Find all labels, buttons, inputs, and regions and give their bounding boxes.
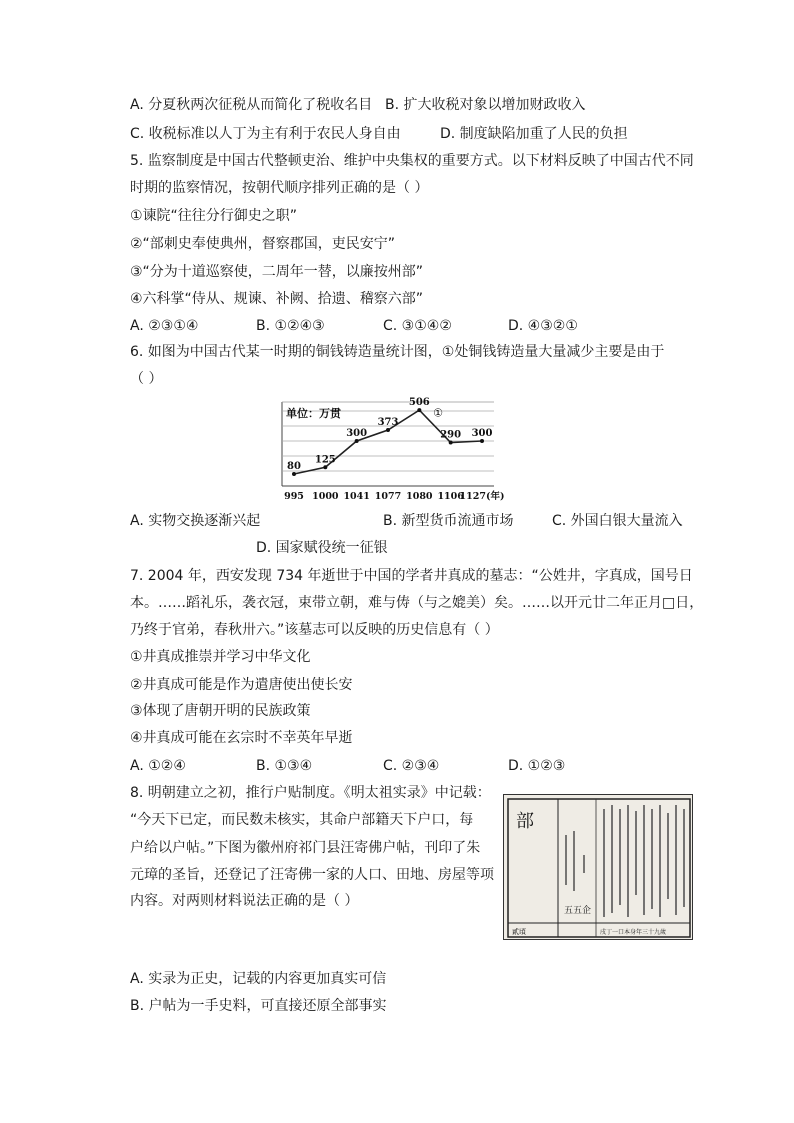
- q4-option-d: D. 制度缺陷加重了人民的负担: [440, 126, 628, 142]
- q7-item-3: ③体现了唐朝开明的民族政策: [130, 703, 311, 719]
- q7-option-c: C. ②③④: [383, 758, 440, 774]
- q8-option-a: A. 实录为正史，记载的内容更加真实可信: [130, 971, 387, 987]
- x-tick-label: 1080: [406, 491, 433, 502]
- q4-option-c: C. 收税标准以人丁为主有利于农民人身自由: [130, 126, 401, 142]
- x-tick-label: 1077: [374, 491, 402, 502]
- data-point: [417, 408, 421, 412]
- data-point: [292, 472, 296, 476]
- register-text-line: 五五企: [564, 906, 592, 916]
- q5-item-4: ④六科掌“侍从、规谏、补阙、拾遗、稽察六部”: [130, 291, 424, 307]
- x-tick-label: 1127(年): [459, 491, 505, 502]
- q7-stem-line-3: 乃终于官弟，春秋卅六。”该墓志可以反映的历史信息有（ ）: [130, 622, 499, 638]
- household-register-image: [503, 794, 693, 940]
- data-label: 300: [346, 428, 368, 439]
- q7-item-4: ④井真成可能在玄宗时不幸英年早逝: [130, 730, 353, 746]
- chart-unit-label: 单位：万贯: [286, 407, 341, 420]
- data-point: [449, 441, 453, 445]
- x-tick-label: 1106: [437, 491, 464, 502]
- q8-option-b: B. 户帖为一手史料，可直接还原全部事实: [130, 998, 387, 1014]
- data-label: 300: [471, 428, 493, 439]
- coin-casting-chart: [276, 396, 508, 508]
- data-point: [480, 439, 484, 443]
- q6-stem-line-1: 6. 如图为中国古代某一时期的铜钱铸造量统计图，①处铜钱铸造量大量减少主要是由于: [130, 344, 665, 360]
- register-header-text: 戌丁一口本身年三十九歲: [600, 929, 667, 936]
- data-point: [386, 428, 390, 432]
- q8-stem-line-5: 内容。对两则材料说法正确的是（ ）: [130, 893, 359, 909]
- q4-option-b: B. 扩大收税对象以增加财政收入: [385, 97, 586, 113]
- data-label: 506: [408, 397, 430, 409]
- q7-item-2: ②井真成可能是作为遣唐使出使长安: [130, 677, 353, 693]
- q7-option-b: B. ①③④: [256, 758, 313, 774]
- register-footer-text: 貳頃: [512, 928, 526, 936]
- data-label: 373: [377, 417, 399, 429]
- q7-stem-line-1: 7. 2004 年，西安发现 734 年逝世于中国的学者井真成的墓志：“公姓井，字真成，国号日: [130, 568, 693, 584]
- q5-item-1: ①谏院“往往分行御史之职”: [130, 208, 298, 224]
- q5-option-b: B. ①②④③: [256, 318, 325, 334]
- x-tick-label: 995: [284, 491, 304, 502]
- chart-annotation: ①: [433, 406, 443, 420]
- q5-stem-line-1: 5. 监察制度是中国古代整顿吏治、维护中央集权的重要方式。以下材料反映了中国古代不同: [130, 153, 694, 169]
- x-tick-label: 1041: [343, 491, 370, 502]
- q5-option-a: A. ②③①④: [130, 318, 199, 334]
- data-label: 125: [314, 454, 336, 466]
- q5-item-2: ②“部刺史奉使典州，督察郡国，吏民安宁”: [130, 236, 396, 252]
- q5-stem-line-2: 时期的监察情况，按朝代顺序排列正确的是（ ）: [130, 180, 429, 196]
- q6-option-c: C. 外国白银大量流入: [552, 513, 683, 529]
- data-point: [355, 439, 359, 443]
- q6-option-d: D. 国家赋役统一征银: [256, 540, 388, 556]
- q7-item-1: ①井真成推崇并学习中华文化: [130, 649, 311, 665]
- register-stamp-char: 部: [516, 811, 534, 832]
- data-point: [323, 465, 327, 469]
- data-label: 80: [287, 461, 301, 472]
- q7-stem-line-2: 本。……蹈礼乐，袭衣冠，束带立朝，难与俦（与之媲美）矣。……以开元廿二年正月□日，: [130, 595, 704, 611]
- q5-item-3: ③“分为十道巡察使，二周年一替，以廉按州部”: [130, 264, 424, 280]
- q8-stem-line-4: 元璋的圣旨，还登记了汪寄佛一家的人口、田地、房屋等项: [130, 867, 494, 883]
- q5-option-c: C. ③①④②: [383, 318, 452, 334]
- q7-option-a: A. ①②④: [130, 758, 186, 774]
- data-label: 290: [440, 429, 462, 441]
- q8-stem-line-3: 户给以户帖。”下图为徽州府祁门县汪寄佛户帖，刊印了朱: [130, 840, 481, 856]
- q6-stem-line-2: （ ）: [130, 371, 163, 387]
- x-tick-label: 1000: [312, 491, 339, 502]
- q5-option-d: D. ④③②①: [508, 318, 578, 334]
- q8-stem-line-2: “今天下已定，而民数未核实，其命户部籍天下户口，每: [130, 812, 474, 828]
- q7-option-d: D. ①②③: [508, 758, 566, 774]
- q8-stem-line-1: 8. 明朝建立之初，推行户贴制度。《明太祖实录》中记载：: [130, 785, 491, 801]
- q4-option-a: A. 分夏秋两次征税从而简化了税收名目: [130, 97, 373, 113]
- q6-option-b: B. 新型货币流通市场: [383, 513, 514, 529]
- q6-option-a: A. 实物交换逐渐兴起: [130, 513, 261, 529]
